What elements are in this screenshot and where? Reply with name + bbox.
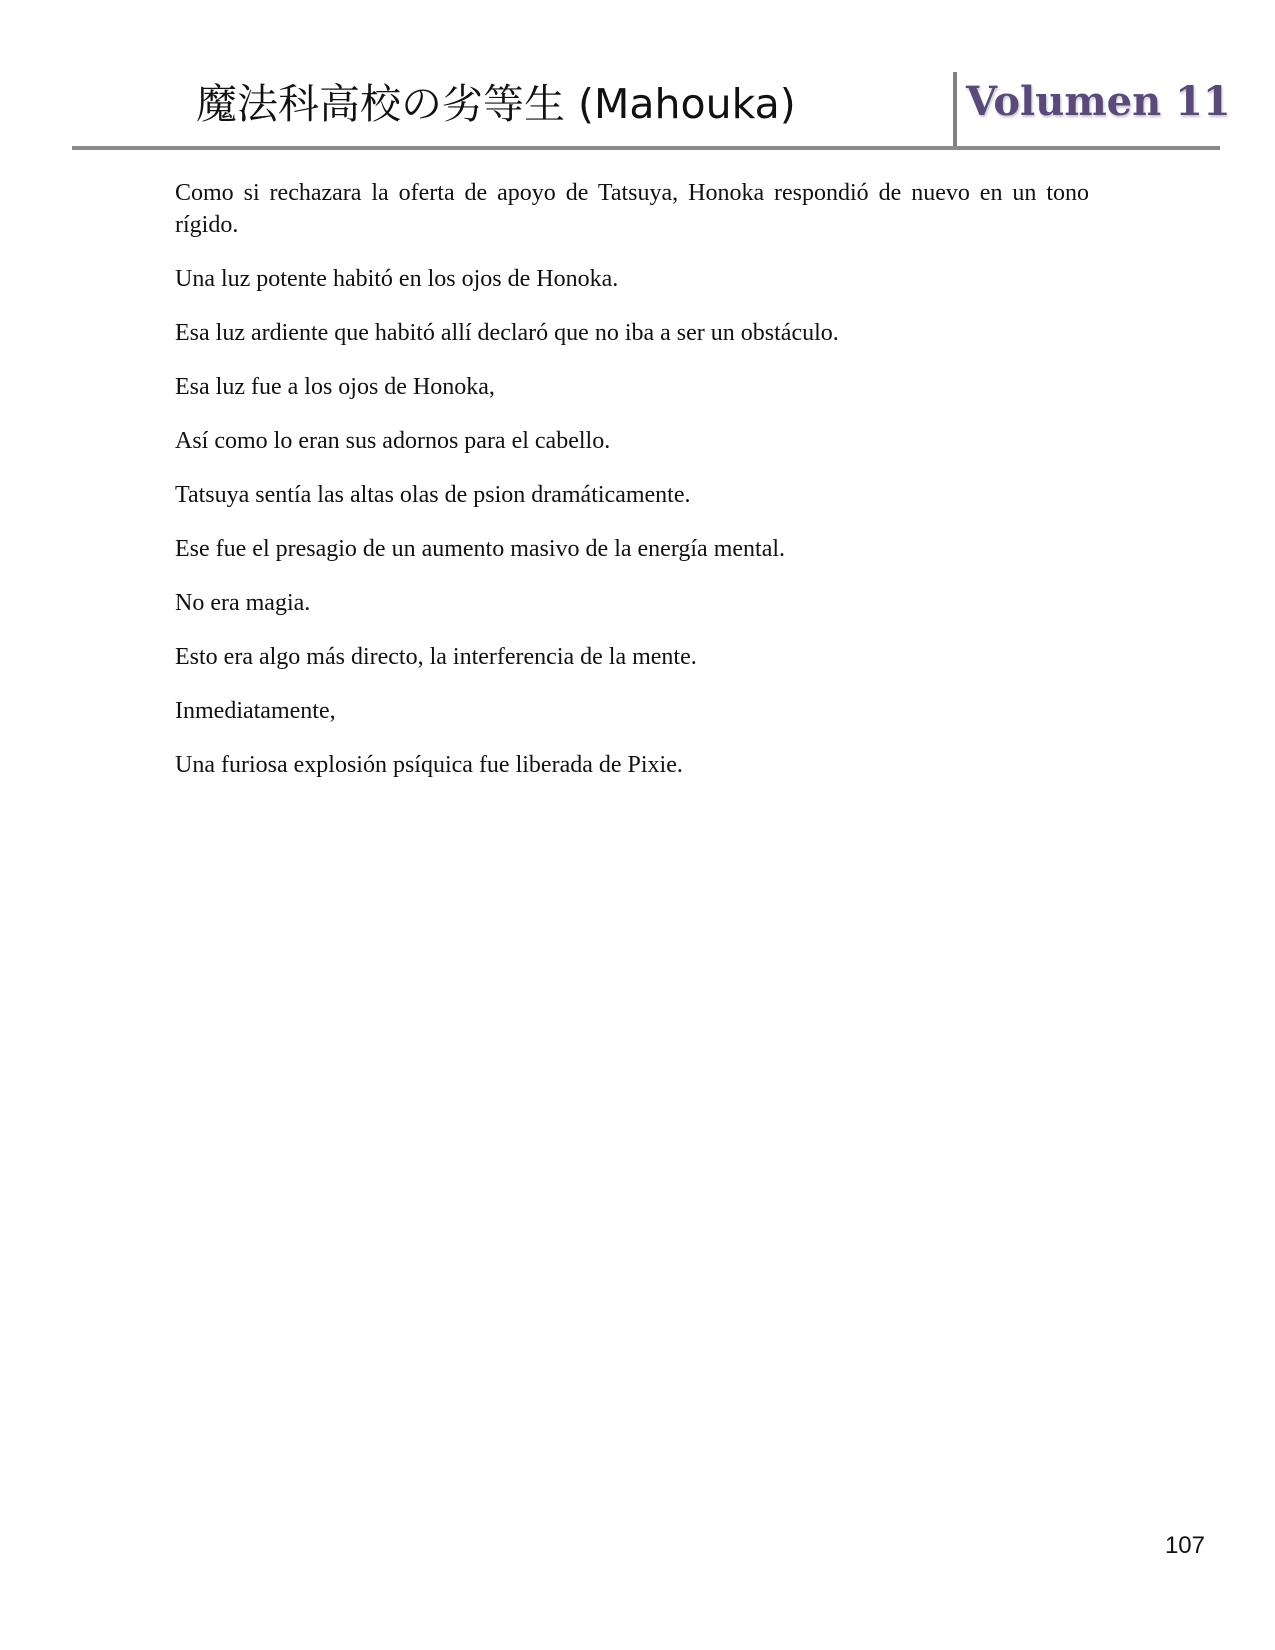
paragraph: No era magia. <box>175 590 311 616</box>
paragraph: Como si rechazara la oferta de apoyo de Tatsuya, Honoka respondió de nuevo en un tono rígido. <box>175 180 1089 238</box>
paragraph: Así como lo eran sus adornos para el cabello. <box>175 428 611 454</box>
paragraph: Inmediatamente, <box>175 698 336 724</box>
book-title: 魔法科高校の劣等生 (Mahouka) <box>196 80 796 128</box>
paragraph: Esto era algo más directo, la interferencia de la mente. <box>175 644 697 670</box>
header-divider <box>953 72 957 147</box>
paragraph: Esa luz fue a los ojos de Honoka, <box>175 374 495 400</box>
body-text <box>175 177 1089 803</box>
paragraph: Una furiosa explosión psíquica fue liberada de Pixie. <box>175 752 683 778</box>
volume-label: Volumen 11 <box>966 78 1231 125</box>
paragraph: Tatsuya sentía las altas olas de psion dramáticamente. <box>175 482 691 508</box>
header-rule <box>72 146 1220 150</box>
paragraph: Esa luz ardiente que habitó allí declaró que no iba a ser un obstáculo. <box>175 320 839 346</box>
paragraph: Una luz potente habitó en los ojos de Honoka. <box>175 266 619 292</box>
page-number: 107 <box>1164 1532 1205 1559</box>
paragraph: Ese fue el presagio de un aumento masivo de la energía mental. <box>175 536 786 562</box>
page-header <box>72 72 1231 152</box>
